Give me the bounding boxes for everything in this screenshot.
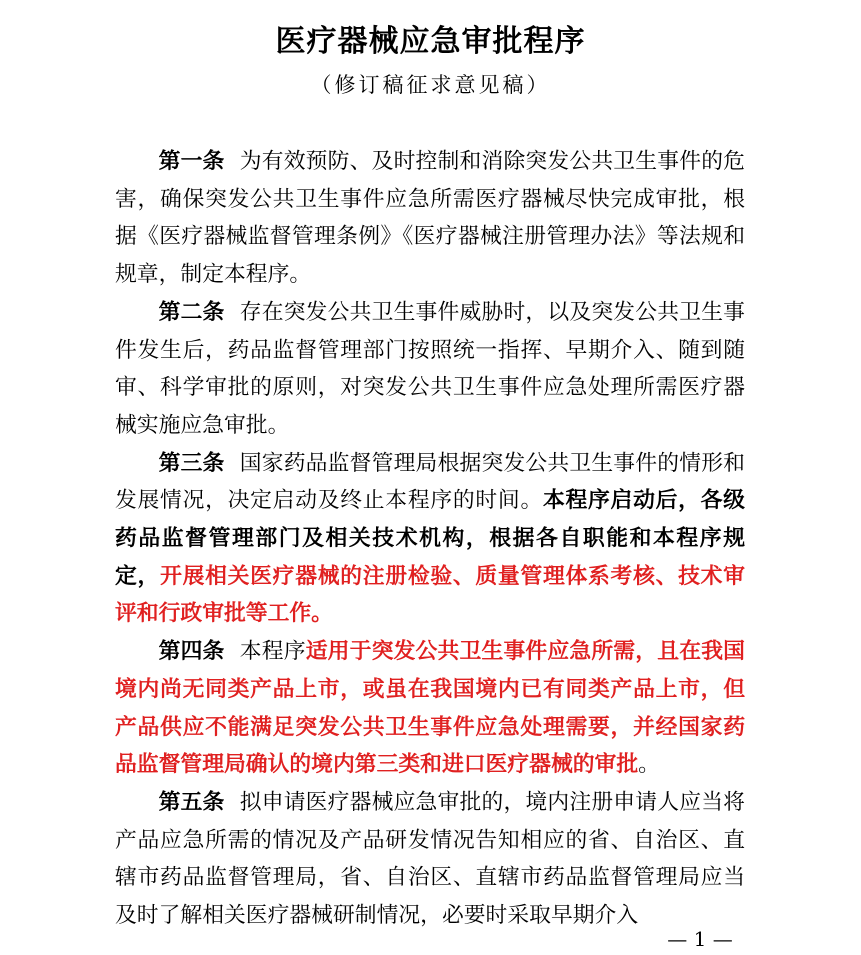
- article-text: 存在突发公共卫生事件威胁时，以及突发公共卫生事件发生后，药品监督管理部门按照统一指挥、早期介入、随到随审、科学审批的原则，对突发公共卫生事件应急处理所需医疗器械实施应急审批。: [115, 299, 745, 438]
- article-label: 第二条: [158, 299, 225, 325]
- article-text-end: 。: [638, 752, 660, 778]
- article-text-highlight: 适用于突发公共卫生事件应急所需，且在我国境内尚无同类产品上市，或虽在我国境内已有同类产品上市，但产品供应不能满足突发公共卫生事件应急处理需要，并经国家药品监督管理局确认的境内第三类和进口医疗器械的审批: [115, 639, 745, 778]
- article-1: [115, 143, 745, 294]
- document-body: [115, 143, 745, 935]
- article-text: 为有效预防、及时控制和消除突发公共卫生事件的危害，确保突发公共卫生事件应急所需医疗器械尽快完成审批，根据《医疗器械监督管理条例》《医疗器械注册管理办法》等法规和规章，制定本程序。: [115, 149, 745, 288]
- article-text: 国家药品监督管理局根据突发公共卫生事件的情形和发展情况，决定启动及终止本程序的时间。: [115, 450, 745, 514]
- article-label: 第一条: [158, 149, 225, 174]
- article-2: [115, 294, 745, 445]
- article-label: 第三条: [158, 450, 225, 476]
- article-text-bold: 本程序启动后，各级药品监督管理部门及相关技术机构，根据各自职能和本程序规定，: [115, 488, 745, 589]
- article-text: 本程序: [239, 639, 306, 665]
- article-3: [115, 445, 745, 634]
- article-label: 第四条: [158, 639, 225, 665]
- article-text-highlight: 开展相关医疗器械的注册检验、质量管理体系考核、技术审评和行政审批等工作。: [115, 563, 745, 627]
- document-title: 医疗器械应急审批程序: [275, 24, 586, 59]
- article-text: 拟申请医疗器械应急审批的，境内注册申请人应当将产品应急所需的情况及产品研发情况告知相应的省、自治区、直辖市药品监督管理局，省、自治区、直辖市药品监督管理局应当及时了解相关医疗器械研制情况，必要时采取早期介入: [115, 789, 745, 929]
- document-subtitle: （修订稿征求意见稿）: [310, 73, 551, 97]
- article-4: [115, 633, 745, 784]
- article-label: 第五条: [158, 789, 225, 815]
- article-5: [115, 784, 745, 935]
- page-number: — 1 —: [667, 927, 733, 951]
